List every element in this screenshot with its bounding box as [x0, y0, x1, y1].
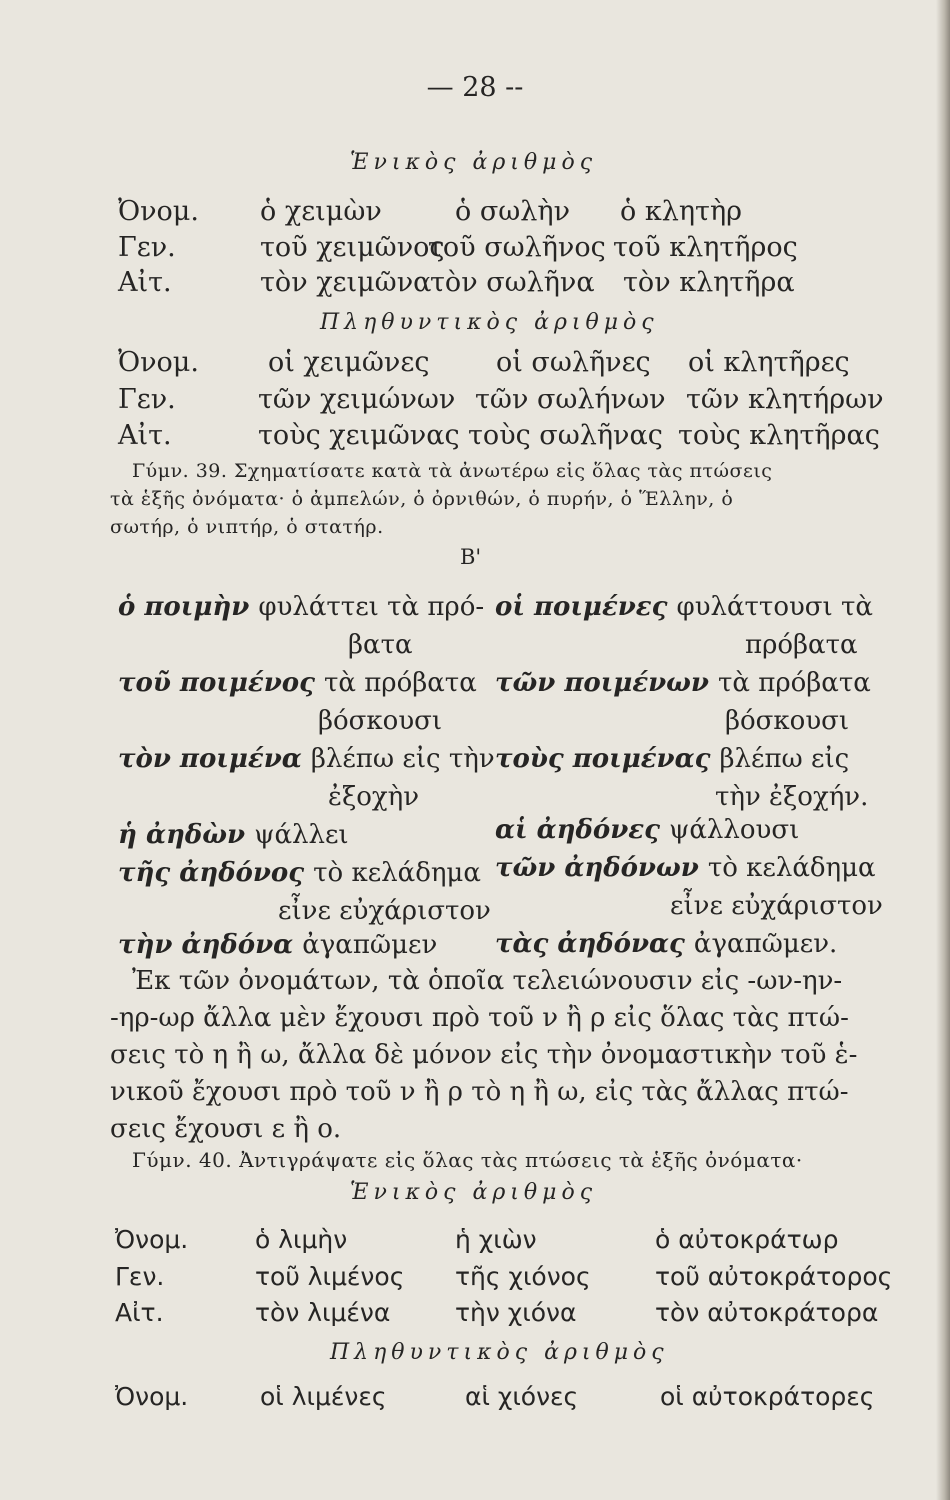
table-cell: ὁ λιμὴν: [255, 1225, 348, 1254]
paragraph-line: Ἐκ τῶν ὀνομάτων, τὰ ὁποῖα τελειώνουσιν εἰς -ων-ην-: [132, 966, 843, 996]
table-cell: τοῦ αὐτοκράτορος: [655, 1262, 893, 1291]
bold-phrase: ὁ ποιμὴν: [118, 592, 259, 622]
heading-singular-40: Ἑνικὸς ἀριθμὸς: [350, 1180, 598, 1205]
case-label: Αἰτ.: [115, 1298, 164, 1327]
line-text: βόσκουσι: [318, 706, 443, 736]
paragraph-line: νικοῦ ἔχουσι πρὸ τοῦ ν ἢ ρ τὸ η ἢ ω, εἰς τὰς ἄλλας πτώ-: [110, 1077, 849, 1107]
case-label: Αἰτ.: [118, 267, 172, 298]
right-column-line: [495, 815, 799, 845]
left-column-line: [118, 930, 437, 960]
bold-phrase: τὸν ποιμένα: [118, 744, 311, 774]
left-column-line: [118, 744, 495, 774]
table-cell: ὁ κλητὴρ: [620, 196, 742, 227]
line-text: ψάλλουσι: [668, 815, 800, 845]
right-column-line: [495, 592, 873, 622]
line-text: τὴν ἐξοχήν.: [715, 782, 869, 812]
table-cell: οἱ σωλῆνες: [496, 347, 651, 378]
table-cell: οἱ αὐτοκράτορες: [660, 1382, 875, 1411]
table-cell: τοὺς χειμῶνας: [258, 420, 460, 451]
page-number: — 28 --: [426, 72, 524, 103]
case-label: Ὀνομ.: [118, 347, 199, 378]
table-cell: τοὺς κλητῆρας: [678, 420, 880, 451]
table-cell: τὸν σωλῆνα: [430, 267, 595, 298]
left-column-line: [348, 630, 413, 660]
line-text: τὰ πρόβατα: [323, 668, 477, 698]
exercise-39-line: σωτήρ, ὁ νιπτήρ, ὁ στατήρ.: [110, 516, 384, 538]
section-label: Β': [460, 545, 482, 569]
line-text: βόσκουσι: [725, 706, 850, 736]
heading-singular: Ἑνικὸς ἀριθμὸς: [350, 150, 598, 175]
case-label: Γεν.: [115, 1262, 165, 1291]
table-cell: ὁ σωλὴν: [455, 196, 570, 227]
case-label: Ὀνομ.: [118, 196, 199, 227]
bold-phrase: τῶν ἀηδόνων: [495, 853, 708, 883]
exercise-39-line: τὰ ἑξῆς ὀνόματα· ὁ ἀμπελών, ὁ ὀρνιθών, ὁ πυρήν, ὁ Ἕλλην, ὁ: [110, 488, 734, 510]
table-cell: τὸν λιμένα: [255, 1298, 391, 1327]
table-cell: οἱ χειμῶνες: [268, 347, 430, 378]
table-cell: τὸν χειμῶνα: [260, 267, 432, 298]
case-label: Γεν.: [118, 384, 176, 415]
left-column-line: [318, 706, 442, 736]
line-text: πρόβατα: [745, 630, 858, 660]
table-cell: τῆς χιόνος: [455, 1262, 591, 1291]
bold-phrase: τοῦ ποιμένος: [118, 668, 324, 698]
table-cell: τῶν κλητήρων: [686, 384, 884, 415]
left-column-line: [118, 592, 484, 622]
paragraph-line: σεις τὸ η ἢ ω, ἄλλα δὲ μόνον εἰς τὴν ὀνομαστικὴν τοῦ ἑ-: [110, 1040, 858, 1070]
table-cell: αἱ χιόνες: [465, 1382, 579, 1411]
page-edge-shadow: [936, 0, 950, 1500]
line-text: εἶνε εὐχάριστον: [278, 896, 491, 926]
line-text: φυλάττει τὰ πρό-: [258, 592, 485, 622]
table-cell: τοὺς σωλῆνας: [468, 420, 663, 451]
left-column-line: [118, 820, 349, 850]
exercise-39-line: Γύμν. 39. Σχηματίσατε κατὰ τὰ ἀνωτέρω εἰς ὅλας τὰς πτώσεις: [132, 460, 773, 482]
bold-phrase: τῶν ποιμένων: [495, 668, 719, 698]
bold-phrase: τῆς ἀηδόνος: [118, 858, 314, 888]
table-cell: οἱ λιμένες: [260, 1382, 387, 1411]
bold-phrase: τὰς ἀηδόνας: [495, 929, 694, 959]
exercise-40-line: Γύμν. 40. Ἀντιγράψατε εἰς ὅλας τὰς πτώσεις τὰ ἑξῆς ὀνόματα·: [132, 1148, 803, 1172]
table-cell: ὁ χειμὼν: [260, 196, 382, 227]
left-column-line: [118, 858, 481, 888]
table-cell: τὸν κλητῆρα: [623, 267, 795, 298]
case-label: Ὀνομ.: [115, 1225, 189, 1254]
paragraph-line: σεις ἔχουσι ε ἢ ο.: [110, 1114, 342, 1144]
line-text: ἀγαπῶμεν.: [693, 929, 838, 959]
line-text: βλέπω εἰς τὴν: [310, 744, 495, 774]
left-column-line: [278, 896, 491, 926]
table-cell: τῶν χειμώνων: [258, 384, 456, 415]
bold-phrase: αἱ ἀηδόνες: [495, 815, 669, 845]
bold-phrase: τὴν ἀηδόνα: [118, 930, 303, 960]
line-text: ἐξοχὴν: [328, 782, 420, 812]
line-text: ἀγαπῶμεν: [302, 930, 438, 960]
line-text: φυλάττουσι τὰ: [676, 592, 873, 622]
case-label: Γεν.: [118, 232, 176, 263]
bold-phrase: ἡ ἀηδὼν: [118, 820, 255, 850]
table-cell: ἡ χιὼν: [455, 1225, 537, 1254]
line-text: τὸ κελάδημα: [707, 853, 876, 883]
line-text: τὰ πρόβατα: [718, 668, 871, 698]
case-label: Ὀνομ.: [115, 1382, 189, 1411]
heading-plural: Πληθυντικὸς ἀριθμὸς: [320, 310, 659, 335]
line-text: τὸ κελάδημα: [313, 858, 481, 888]
table-cell: τὸν αὐτοκράτορα: [655, 1298, 879, 1327]
right-column-line: [495, 668, 871, 698]
table-cell: τοῦ κλητῆρος: [613, 232, 798, 263]
line-text: βλέπω εἰς: [719, 744, 850, 774]
table-cell: οἱ κλητῆρες: [688, 347, 850, 378]
left-column-line: [328, 782, 419, 812]
table-cell: τοῦ σωλῆνος: [428, 232, 606, 263]
table-cell: ὁ αὐτοκράτωρ: [655, 1225, 839, 1254]
table-cell: τοῦ χειμῶνος: [260, 232, 445, 263]
right-column-line: [725, 706, 849, 736]
bold-phrase: τοὺς ποιμένας: [495, 744, 720, 774]
table-cell: τῶν σωλήνων: [475, 384, 666, 415]
table-cell: τοῦ λιμένος: [255, 1262, 405, 1291]
line-text: βατα: [348, 630, 413, 660]
bold-phrase: οἱ ποιμένες: [495, 592, 677, 622]
right-column-line: [495, 853, 876, 883]
right-column-line: [745, 630, 858, 660]
right-column-line: [495, 929, 837, 959]
table-cell: τὴν χιόνα: [455, 1298, 577, 1327]
right-column-line: [715, 782, 868, 812]
line-text: ψάλλει: [254, 820, 349, 850]
right-column-line: [670, 891, 883, 921]
heading-plural-40: Πληθυντικὸς ἀριθμὸς: [330, 1340, 669, 1365]
case-label: Αἰτ.: [118, 420, 172, 451]
left-column-line: [118, 668, 477, 698]
line-text: εἶνε εὐχάριστον: [670, 891, 883, 921]
paragraph-line: -ηρ-ωρ ἄλλα μὲν ἔχουσι πρὸ τοῦ ν ἢ ρ εἰς ὅλας τὰς πτώ-: [110, 1003, 849, 1033]
right-column-line: [495, 744, 849, 774]
